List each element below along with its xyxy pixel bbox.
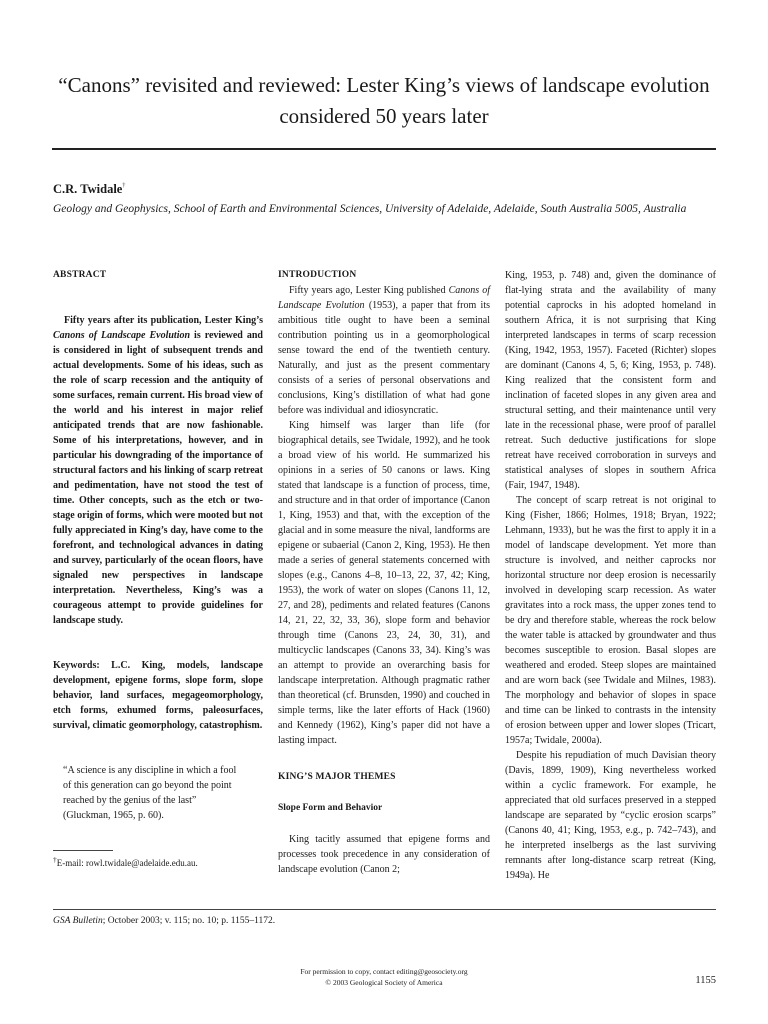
right-paragraph-1: King, 1953, p. 748) and, given the dominance of flat-lying strata and the availability of many potential caprocks in his adopted homeland in southern Africa, it is not surprising that King interpreted landscapes in terms of scarp recession (King, 1942, 1953, 1957). Faceted (Richter) slopes are dominant (Canons 4, 5, 6; King, 1953, p. 748). King realized that the consistent form and inclination of faceted slopes in any given area and structural setting, and their maintenance until very late in the recessional phase, were proof of parallel retreat. Such deductive justifications for slope retreat have received corroboration in surveys and statistical analyses of slopes in southern Africa (Fair, 1947, 1948).	[505, 270, 716, 491]
footnote	[53, 855, 263, 868]
permission-line-1: For permission to copy, contact editing@geosociety.org	[300, 967, 468, 976]
journal-citation	[53, 916, 275, 926]
keywords: Keywords: L.C. King, models, landscape development, epigene forms, slope form, slope behavior, land surfaces, megageomorphology, etch forms, exhumed forms, paleosurfaces, survival, climatic geomorphology, catastrophism.	[53, 660, 263, 731]
column-right	[505, 268, 716, 883]
abstract-body-em: Canons of Landscape Evolution	[53, 330, 191, 341]
abstract-body-post: is reviewed and is considered in light of subsequent trends and actual developments. Some of his ideas, such as the role of scarp recession and the antiquity of some surfaces, remain current. His broad view of the world and his interest in major relief anticipated trends that are now fashionable. Some of his interpretations, however, and in particular his downgrading of the importance of structural factors and his linking of scarp retreat and pedimentation, have not stood the test of time. Other concepts, such as the etch or two-stage origin of forms, which were mooted but not fully appreciated in King’s day, have come to the forefront, and technological advances in dating and survey, particularly of the ocean floors, have signaled new perspectives in landscape interpretation. Nevertheless, King’s was a courageous attempt to provide guidelines for landscape study.	[53, 330, 263, 626]
abstract-heading: ABSTRACT	[53, 270, 107, 280]
right-paragraph-3: Despite his repudiation of much Davisian theory (Davis, 1899, 1909), King nevertheless worked within a cyclic framework. For example, he appreciated that old surfaces preserved in a stepped landscape are separated by “cyclic erosion scarps” (Canons 40, 41; King, 1953, e.g., p. 742–743), and he interpreted inselbergs as the last surviving remnants after long-distance scarp retreat (King, 1949a). He	[505, 750, 716, 881]
abstract-body	[53, 313, 263, 628]
page-bottom-rule	[53, 909, 716, 910]
page-number: 1155	[695, 975, 716, 986]
abstract-body-pre: Fifty years after its publication, Lester King’s	[64, 315, 263, 326]
column-middle	[278, 268, 490, 877]
author-affiliation: Geology and Geophysics, School of Earth and Environmental Sciences, University of Adelaide, Adelaide, South Australia 5005, Australia	[53, 203, 687, 215]
title-rule	[52, 148, 716, 150]
introduction-p1-em: Canons of Landscape Evolution	[278, 285, 491, 311]
introduction-paragraph-1	[278, 283, 490, 418]
right-paragraph-2: The concept of scarp retreat is not original to King (Fisher, 1866; Holmes, 1918; Bryan, 1922; Lehmann, 1933), but he was the first to apply it in a model of landscape development. Yet more than structure is involved, and neither caprocks nor horizontal structure nor deep erosion is necessarily involved in developing scarp recession. As water gravitates into a rock mass, the upper zones tend to be dry and therefore stable, whereas the rock below the water table is attacked by groundwater and thus becomes susceptible to erosion. Basal slopes are weathered and eroded. Steep slopes are maintained and are worn back (see Twidale and Milnes, 1983). The morphology and behavior of slopes in space and time can be linked to contrasts in the intensity of erosion between upper and lower slopes (Tricart, 1957a; Twidale, 2000a).	[505, 495, 716, 746]
column-left	[53, 268, 263, 823]
footnote-marker: †	[53, 855, 57, 864]
journal-name: GSA Bulletin	[53, 916, 103, 926]
paper-title: “Canons” revisited and reviewed: Lester King’s views of landscape evolution considered 50 years later	[58, 73, 710, 128]
themes-paragraph-1: King tacitly assumed that epigene forms and processes took precedence in any consideration of landscape evolution (Canon 2;	[278, 834, 490, 875]
introduction-heading: INTRODUCTION	[278, 270, 357, 280]
epigraph-quote: “A science is any discipline in which a fool of this generation can go beyond the point reached by the genius of the last” (Gluckman, 1965, p. 60).	[63, 765, 237, 821]
author-name-text: C.R. Twidale	[53, 182, 123, 196]
copyright-line: © 2003 Geological Society of America	[325, 978, 443, 987]
introduction-p1-post: (1953), a paper that from its ambitious title ought to have been a seminal contribution pointing us in a geomorphological sense toward the end of the twentieth century. Naturally, and just as the present commentary consists of a series of personal observations and conclusions, King’s distillation of what had gone before was individual and idiosyncratic.	[278, 300, 490, 416]
author-name	[53, 182, 125, 197]
author-marker: †	[122, 183, 126, 189]
introduction-paragraph-2: King himself was larger than life (for biographical details, see Twidale, 1992), and he took a broad view of his world. He summarized his opinions in a series of 50 canons or laws. King stated that landscape is a function of process, time, and structure and in that order of importance (Canon 1, King, 1953) and that, with the exception of the glacial and in some measure the nival, landforms are epigene or subaerial (Canon 2, King, 1953). He then made a series of general statements concerned with slopes (e.g., Canons 4–8, 10–13, 22, 37, 42; King, 1953), the work of water on slopes (Canons 11, 12, 27, and 28), pediments and related features (Canons 14, 21, 22, 32, 33, 36), slope form and behavior through time (Canons 23, 24, 30, 31), and multicyclic landscapes (Canons 33, 34). King’s was an attempt to provide an overarching basis for landscape interpretation. Although pragmatic rather than theoretical (cf. Brunsden, 1990) and couched in simple terms, like the later efforts of Hack (1960) and Kennedy (1962), King’s paper did not have a lasting impact.	[278, 420, 490, 746]
footnote-rule	[53, 850, 113, 851]
permission-notice	[200, 966, 568, 988]
slope-form-subheading: Slope Form and Behavior	[278, 803, 383, 813]
themes-heading: KING’S MAJOR THEMES	[278, 772, 396, 782]
journal-details: ; October 2003; v. 115; no. 10; p. 1155–1172.	[102, 916, 276, 926]
footnote-text: E-mail: rowl.twidale@adelaide.edu.au.	[56, 858, 198, 868]
introduction-p1-pre: Fifty years ago, Lester King published	[289, 285, 449, 296]
